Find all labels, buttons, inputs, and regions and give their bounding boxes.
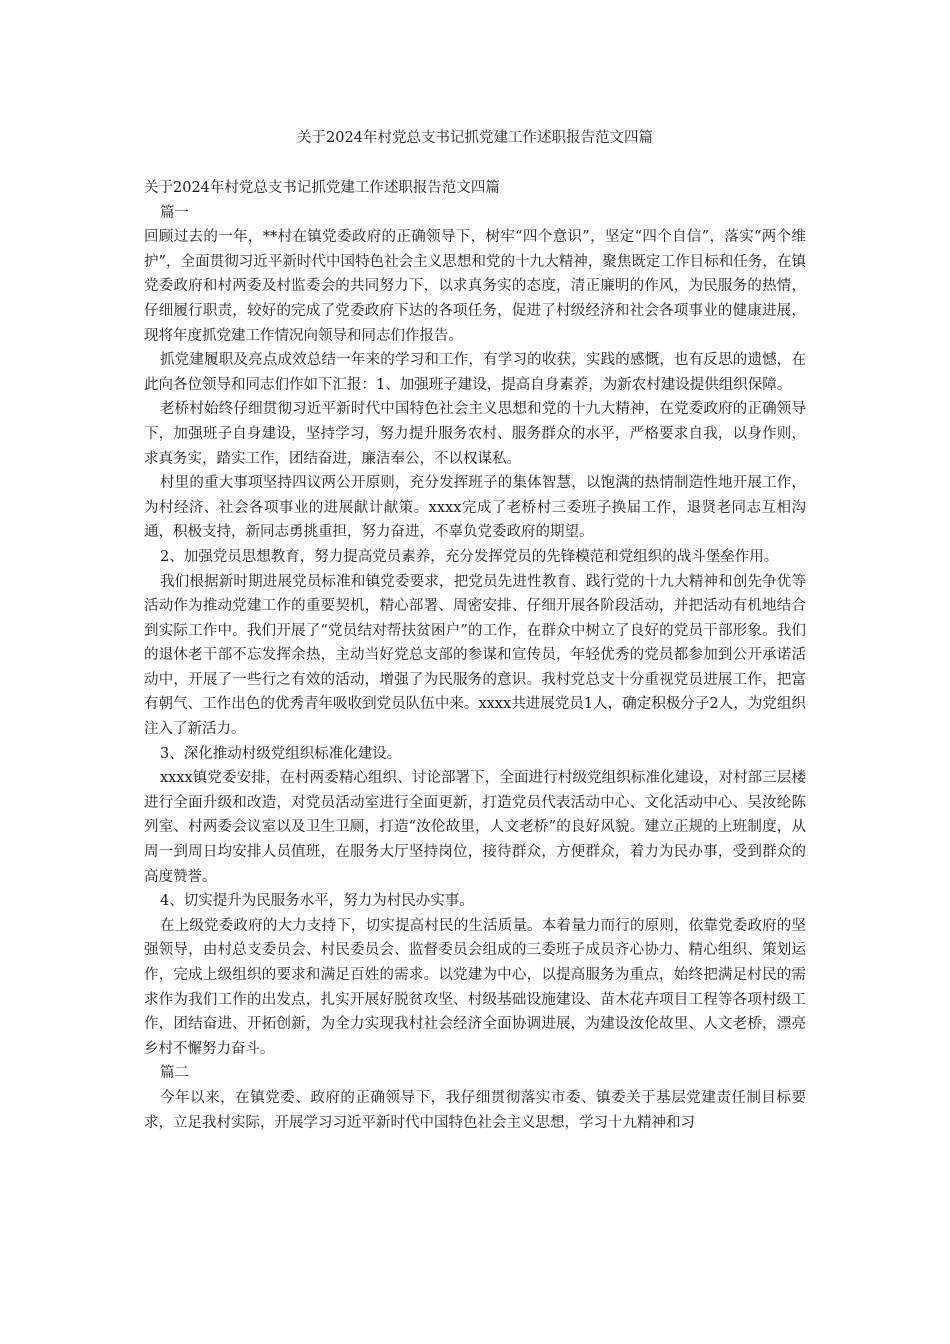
section-label-1: 篇一 <box>160 204 189 221</box>
document-body <box>144 176 806 1135</box>
paragraph: 村里的重大事项坚持四议两公开原则，充分发挥班子的集体智慧，以饱满的热情制造性地开展工作，为村经济、社会各项事业的进展献计献策。xxxx完成了老桥村三委班子换届工作，退贤老同志互相沟通，积极支持，新同志勇挑重担，努力奋进，不辜负党委政府的期望。 <box>144 475 806 541</box>
paragraph: 在上级党委政府的大力支持下，切实提高村民的生活质量。本着量力而行的原则，依靠党委政府的坚强领导，由村总支委员会、村民委员会、监督委员会组成的三委班子成员齐心协力、精心组织、策划运作，完成上级组织的要求和满足百姓的需求。以党建为中心，以提高服务为重点，始终把满足村民的需求作为我们工作的出发点，扎实开展好脱贫攻坚、村级基础设施建设、苗木花卉项目工程等各项村级工作，团结奋进、开拓创新，为全力实现我村社会经济全面协调进展，为建设汝伦故里、人文老桥，漂亮乡村不懈努力奋斗。 <box>144 917 806 1057</box>
paragraph: 抓党建履职及亮点成效总结一年来的学习和工作，有学习的收获，实践的感慨，也有反思的遗憾，在此向各位领导和同志们作如下汇报：1、加强班子建设，提高自身素养，为新农村建设提供组织保障。 <box>144 352 806 393</box>
paragraph: 4、切实提升为民服务水平，努力为村民办实事。 <box>160 893 474 910</box>
paragraph: 老桥村始终仔细贯彻习近平新时代中国特色社会主义思想和党的十九大精神，在党委政府的正确领导下，加强班子自身建设，坚持学习，努力提升服务农村、服务群众的水平，严格要求自我，以身作则，求真务实，踏实工作，团结奋进，廉洁奉公，不以权谋私。 <box>144 401 806 467</box>
paragraph: 今年以来，在镇党委、政府的正确领导下，我仔细贯彻落实市委、镇委关于基层党建责任制目标要求，立足我村实际，开展学习习近平新时代中国特色社会主义思想，学习十九精神和习 <box>144 1089 806 1131</box>
section-label-2: 篇二 <box>160 1065 189 1082</box>
paragraph: 回顾过去的一年，**村在镇党委政府的正确领导下，树牢“四个意识”，坚定“四个自信”，落实“两个维护”，全面贯彻习近平新时代中国特色社会主义思想和党的十九大精神，聚焦既定工作目标和任务，在镇党委政府和村两委及村监委会的共同努力下，以求真务实的态度，清正廉明的作风，为民服务的热情，仔细履行职责，较好的完成了党委政府下达的各项任务，促进了村级经济和社会各项事业的健康进展，现将年度抓党建工作情况向领导和同志们作报告。 <box>144 229 806 344</box>
paragraph: xxxx镇党委安排，在村两委精心组织、讨论部署下，全面进行村级党组织标准化建设，对村部三层楼进行全面升级和改造，对党员活动室进行全面更新，打造党员代表活动中心、文化活动中心、吴汝纶陈列室、村两委会议室以及卫生卫厕，打造“汝伦故里，人文老桥”的良好风貌。建立正规的上班制度，从周一到周日均安排人员值班，在服务大厅坚持岗位，接待群众，方便群众，着力为民办事，受到群众的高度赞誉。 <box>144 770 806 885</box>
document-subtitle: 关于2024年村党总支书记抓党建工作述职报告范文四篇 <box>144 180 500 196</box>
paragraph: 我们根据新时期进展党员标准和镇党委要求，把党员先进性教育、践行党的十九大精神和创先争优等活动作为推动党建工作的重要契机，精心部署、周密安排、仔细开展各阶段活动，并把活动有机地结合到实际工作中。我们开展了“党员结对帮扶贫困户”的工作，在群众中树立了良好的党员干部形象。我们的退休老干部不忘发挥余热，主动当好党总支部的参谋和宣传员，年轻优秀的党员都参加到公开承诺活动中，开展了一些行之有效的活动，增强了为民服务的意识。我村党总支十分重视党员进展工作，把富有朝气、工作出色的优秀青年吸收到党员队伍中来。xxxx共进展党员1人，确定积极分子2人，为党组织注入了新活力。 <box>144 573 806 738</box>
paragraph: 3、深化推动村级党组织标准化建设。 <box>160 745 402 762</box>
document-title: 关于2024年村党总支书记抓党建工作述职报告范文四篇 <box>297 130 653 146</box>
paragraph: 2、加强党员思想教育，努力提高党员素养，充分发挥党员的先锋模范和党组织的战斗堡垒作用。 <box>160 548 779 565</box>
